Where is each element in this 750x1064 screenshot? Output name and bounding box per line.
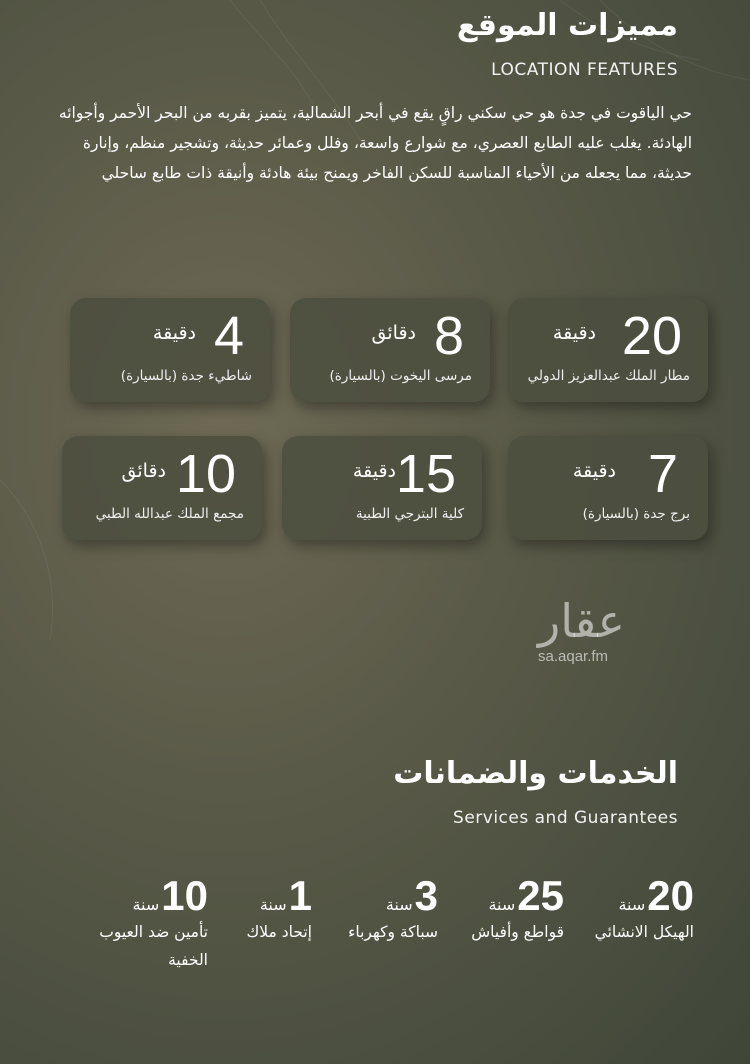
distance-place: برج جدة (بالسيارة) xyxy=(582,506,690,522)
guarantee-plumbing xyxy=(328,874,438,946)
guarantee-unit: سنة xyxy=(488,895,516,914)
guarantee-value: 1 xyxy=(288,872,312,919)
guarantee-label: تأمين ضد العيوب الخفية xyxy=(99,923,208,969)
distance-unit: دقيقة xyxy=(572,460,616,482)
guarantee-switches xyxy=(434,874,564,946)
distance-place: مطار الملك عبدالعزيز الدولي xyxy=(527,368,690,384)
guarantee-value: 3 xyxy=(414,872,438,919)
distance-card-airport xyxy=(508,298,708,402)
distance-value: 8 xyxy=(433,306,464,366)
distance-unit: دقيقة xyxy=(352,460,396,482)
guarantee-label: الهيكل الانشائي xyxy=(594,923,694,941)
distance-card-beach xyxy=(70,298,270,402)
distance-value: 4 xyxy=(213,306,244,366)
guarantee-owners-association xyxy=(222,874,312,946)
guarantee-unit: سنة xyxy=(259,895,287,914)
location-title-ar: مميزات الموقع xyxy=(456,8,678,43)
distance-value: 7 xyxy=(647,444,678,504)
guarantee-unit: سنة xyxy=(385,895,413,914)
aqar-watermark xyxy=(538,594,658,674)
distance-value: 15 xyxy=(395,444,456,504)
services-title-ar: الخدمات والضمانات xyxy=(393,756,678,791)
guarantee-value: 20 xyxy=(647,872,694,919)
distance-value: 10 xyxy=(175,444,236,504)
distance-unit: دقائق xyxy=(371,322,416,344)
distance-unit: دقيقة xyxy=(552,322,596,344)
location-title-en: LOCATION FEATURES xyxy=(491,60,678,80)
guarantee-hidden-defects xyxy=(78,874,208,974)
distance-value: 20 xyxy=(621,306,682,366)
services-title-en: Services and Guarantees xyxy=(453,808,678,828)
distance-place: مرسى اليخوت (بالسيارة) xyxy=(329,368,472,384)
distance-card-college xyxy=(282,436,482,540)
watermark-url: sa.aqar.fm xyxy=(538,648,609,665)
distance-unit: دقيقة xyxy=(152,322,196,344)
distance-place: شاطيء جدة (بالسيارة) xyxy=(120,368,252,384)
distance-place: مجمع الملك عبدالله الطبي xyxy=(95,506,244,522)
guarantee-label: سباكة وكهرباء xyxy=(348,923,438,941)
distance-card-tower xyxy=(508,436,708,540)
guarantee-value: 10 xyxy=(161,872,208,919)
distance-place: كلية البترجي الطبية xyxy=(355,506,464,522)
distance-card-medical xyxy=(62,436,262,540)
guarantee-label: قواطع وأفياش xyxy=(471,923,564,941)
location-description: حي الياقوت في جدة هو حي سكني راقٍ يقع في أبحر الشمالية، يتميز بقربه من البحر الأحمر وأجوائه الهادئة. يغلب عليه الطابع العصري، مع شوارع واسعة، وفلل وعمائر حديثة، وتشجير منظم، وإنارة حديثة، مما يجعله من الأحياء المناسبة للسكن الفاخر ويمنح بيئة هادئة وأنيقة ذات طابع ساحلي xyxy=(58,104,692,182)
guarantee-label: إتحاد ملاك xyxy=(246,923,312,941)
guarantee-unit: سنة xyxy=(618,895,646,914)
guarantee-unit: سنة xyxy=(132,895,160,914)
distance-unit: دقائق xyxy=(121,460,166,482)
watermark-logo-text: عقار xyxy=(538,594,625,648)
guarantee-value: 25 xyxy=(517,872,564,919)
distance-card-marina xyxy=(290,298,490,402)
